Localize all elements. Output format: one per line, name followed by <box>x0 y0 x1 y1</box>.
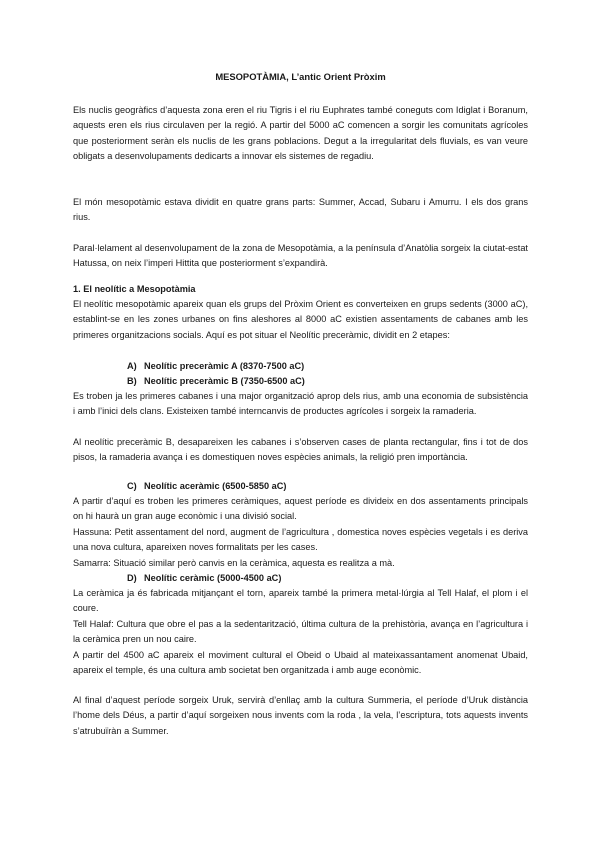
section-heading: 1. El neolític a Mesopotàmia <box>73 284 196 294</box>
stage-a-label: Neolític preceràmic A (8370-7500 aC) <box>144 361 305 371</box>
stage-c-paragraph-3: Samarra: Situació similar però canvis en la ceràmica, aquesta es realitza a mà. <box>73 558 395 568</box>
stage-c-paragraph-1: A partir d’aquí es troben les primeres ceràmiques, aquest període es divideix en dos assentaments principals on hi haurà un gran auge econòmic i una divisió social. <box>73 496 528 522</box>
stage-b <box>127 374 305 389</box>
stage-a-letter: A) <box>127 361 137 371</box>
stage-c <box>127 479 287 494</box>
document-title: MESOPOTÀMIA, L’antic Orient Pròxim <box>215 71 386 82</box>
stage-d-letter: D) <box>127 573 137 583</box>
stage-c-label: Neolític aceràmic (6500-5850 aC) <box>144 481 287 491</box>
stage-ab-paragraph-2: Al neolític preceràmic B, desapareixen les cabanes i s’observen cases de planta rectangular, fins i tot de dos pisos, la ramaderia avança i es domestiquen noves espècies animals, la religió pren importància. <box>73 437 528 463</box>
stage-b-letter: B) <box>127 376 137 386</box>
intro-paragraph-3: Paral·lelament al desenvolupament de la zona de Mesopotàmia, a la península d’Anatòlia sorgeix la ciutat-estat Hatussa, on neix l’imperi Hittita que posteriorment s’expandirà. <box>73 243 528 269</box>
stage-d-paragraph-2: Tell Halaf: Cultura que obre el pas a la sedentarització, última cultura de la prehistòria, avança en l’agricultura i la ceràmica pren un nou caire. <box>73 619 528 645</box>
stage-d <box>127 571 281 586</box>
stage-d-label: Neolític ceràmic (5000-4500 aC) <box>144 573 282 583</box>
stage-b-label: Neolític preceràmic B (7350-6500 aC) <box>144 376 305 386</box>
closing-paragraph: Al final d’aquest període sorgeix Uruk, servirà d’enllaç amb la cultura Summeria, el període d’Uruk distància l’home dels Déus, a partir d’aquí sorgeixen nous invents com la roda , la vela, l’escriptura, tots aquests invents s’atrubuïràn a Summer. <box>73 695 528 736</box>
stage-d-paragraph-3: A partir del 4500 aC apareix el moviment cultural el Obeid o Ubaid al mateixassantament anomenat Ubaid, apareix el temple, és una cultura amb societat ben organitzada i amb auge econòmic. <box>73 650 528 676</box>
stage-c-paragraph-2: Hassuna: Petit assentament del nord, augment de l’agricultura , domestica noves espècies vegetals i es deriva una nova cultura, apareixen noves formalitats per les cases. <box>73 527 528 553</box>
stage-d-paragraph-1: La ceràmica ja és fabricada mitjançant el torn, apareix també la primera metal·lúrgia al Tell Halaf, el plom i el coure. <box>73 588 528 614</box>
intro-paragraph-1: Els nuclis geogràfics d’aquesta zona eren el riu Tigris i el riu Euphrates també coneguts com Idiglat i Boranum, aquests eren els rius circulaven per la regió. A partir del 5000 aC comencen a sorgir les comunitats agrícoles que posteriorment seràn els nuclis de les grans poblacions. Degut a la irregularitat dels fluvials, es van veure obligats a desenvolupaments dedicarts a innovar els sistemes de regadiu. <box>73 105 528 161</box>
section-paragraph: El neolític mesopotàmic apareix quan els grups del Pròxim Orient es converteixen en grups sedents (3000 aC), establint-se en les zones urbanes on fins aleshores al 8000 aC existien assentaments de cabanes amb les primeres organitzacions socials. Aquí es pot situar el Neolític preceràmic, dividit en 2 etapes: <box>73 299 528 340</box>
intro-paragraph-2: El món mesopotàmic estava dividit en quatre grans parts: Summer, Accad, Subaru i Amurru. I els dos grans rius. <box>73 197 528 223</box>
stage-c-letter: C) <box>127 481 137 491</box>
stage-ab-paragraph-1: Es troben ja les primeres cabanes i una major organització aprop dels rius, amb una economia de subsistència i amb l’inici dels clans. Existeixen també interncanvis de productes agrícoles i sorgeix la ramaderia. <box>73 391 528 417</box>
stage-a <box>127 359 304 374</box>
